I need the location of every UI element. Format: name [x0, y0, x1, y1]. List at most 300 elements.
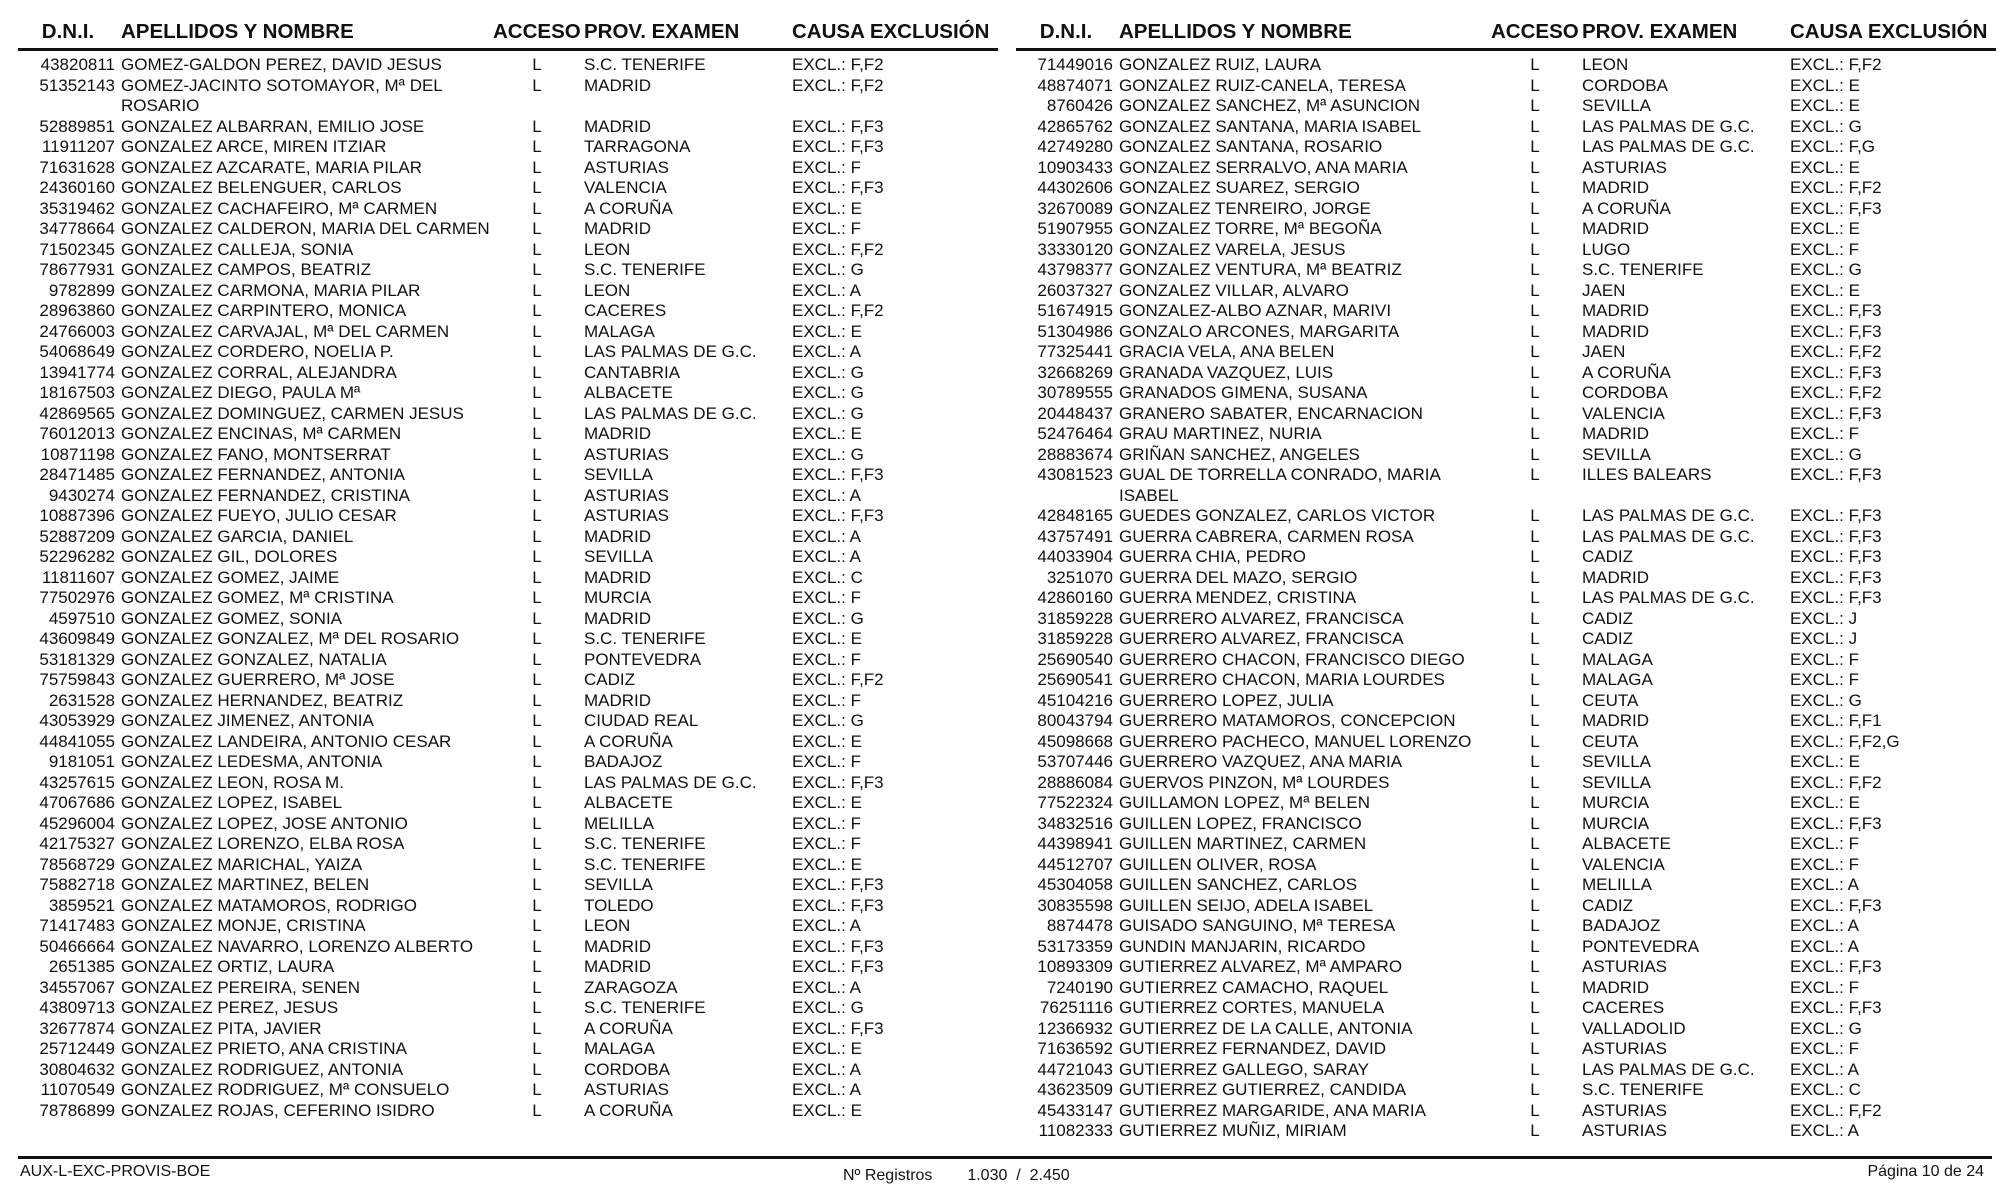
causa-cell: EXCL.: F,F3 [1790, 301, 1882, 320]
acceso-cell: L [532, 916, 542, 935]
acceso-cell: L [532, 977, 542, 997]
causa-cell: EXCL.: F [1790, 977, 1859, 997]
table-row [18, 1080, 998, 1101]
name-cell: GUEDES GONZALEZ, CARLOS VICTOR [1119, 506, 1436, 525]
name-cell: GONZALEZ GUERRERO, Mª JOSE [121, 670, 395, 689]
prov-cell: ASTURIAS [584, 1080, 670, 1099]
table-row [18, 568, 998, 589]
acceso-cell: L [1530, 608, 1540, 628]
acceso-cell: L [532, 1039, 542, 1058]
causa-cell: EXCL.: F,F3 [792, 116, 884, 136]
table-row [18, 158, 998, 179]
table-row [18, 465, 998, 486]
dni-cell: 42749280 [1037, 137, 1113, 156]
prov-cell: ASTURIAS [584, 157, 670, 177]
acceso-cell: L [532, 362, 542, 382]
acceso-cell: L [532, 588, 542, 607]
prov-cell: S.C. TENERIFE [584, 629, 706, 648]
acceso-cell: L [532, 1059, 542, 1079]
left-column [18, 18, 998, 1121]
dni-cell: 11082333 [1038, 1121, 1113, 1140]
acceso-cell: L [1530, 547, 1540, 566]
causa-cell: EXCL.: G [1790, 690, 1862, 710]
table-row [1016, 1019, 1996, 1040]
table-row [1016, 834, 1996, 855]
dni-cell: 51304986 [1037, 321, 1113, 341]
causa-cell: EXCL.: F,F3 [1790, 813, 1882, 833]
table-row [18, 281, 998, 302]
causa-cell: EXCL.: F [792, 834, 861, 853]
acceso-cell: L [1530, 444, 1540, 464]
name-cell: GUAL DE TORRELLA CONRADO, MARIA ISABEL [1119, 465, 1440, 505]
name-cell: GONZALEZ GONZALEZ, NATALIA [121, 649, 387, 669]
causa-cell: EXCL.: F,F3 [1790, 465, 1882, 484]
table-row [1016, 670, 1996, 691]
table-row [1016, 1121, 1996, 1142]
causa-cell: EXCL.: F,F3 [1790, 362, 1882, 382]
dni-cell: 71449016 [1037, 55, 1113, 74]
name-cell: GONZALEZ ENCINAS, Mª CARMEN [121, 424, 402, 443]
table-row [1016, 342, 1996, 363]
acceso-cell: L [532, 1100, 542, 1120]
dni-cell: 2631528 [48, 690, 115, 710]
dni-cell: 28471485 [39, 465, 115, 484]
prov-cell: ASTURIAS [584, 485, 670, 505]
table-row [18, 178, 998, 199]
table-row [18, 998, 998, 1019]
acceso-cell: L [532, 998, 542, 1017]
causa-cell: EXCL.: F,F2 [1790, 1100, 1882, 1120]
table-row [1016, 732, 1996, 753]
prov-cell: PONTEVEDRA [584, 649, 702, 669]
prov-cell: CADIZ [1582, 629, 1633, 648]
table-row [1016, 547, 1996, 568]
table-row [18, 896, 998, 917]
prov-cell: S.C. TENERIFE [584, 834, 706, 853]
causa-cell: EXCL.: F,F1 [1790, 711, 1882, 730]
causa-cell: EXCL.: G [792, 998, 864, 1017]
dni-cell: 43609849 [39, 629, 115, 648]
causa-cell: EXCL.: F,F2,G [1790, 731, 1900, 751]
prov-cell: MADRID [1582, 219, 1650, 238]
name-cell: GUTIERREZ CAMACHO, RAQUEL [1119, 977, 1389, 997]
name-cell: GONZALEZ DOMINGUEZ, CARMEN JESUS [121, 403, 464, 423]
causa-cell: EXCL.: E [1790, 219, 1860, 238]
causa-cell: EXCL.: F,F3 [792, 772, 884, 792]
registros-value: 1.030 / 2.450 [967, 1167, 1070, 1184]
acceso-cell: L [1530, 731, 1540, 751]
causa-cell: EXCL.: F,F2 [792, 75, 884, 95]
dni-cell: 78677931 [39, 260, 115, 279]
dni-cell: 42865762 [1037, 116, 1113, 136]
dni-cell: 32670089 [1037, 198, 1113, 218]
dni-cell: 13941774 [39, 362, 115, 382]
causa-cell: EXCL.: F [1790, 239, 1859, 259]
dni-cell: 44721043 [1037, 1059, 1113, 1079]
acceso-cell: L [532, 465, 542, 484]
causa-cell: EXCL.: F,F3 [1790, 403, 1882, 423]
dni-cell: 42175327 [39, 834, 115, 853]
causa-cell: EXCL.: G [792, 444, 864, 464]
prov-cell: LEON [584, 280, 631, 300]
dni-cell: 75759843 [39, 670, 115, 689]
acceso-cell: L [532, 157, 542, 177]
dni-cell: 3251070 [1046, 567, 1113, 587]
acceso-cell: L [532, 936, 542, 956]
name-cell: GONZALEZ VILLAR, ALVARO [1119, 280, 1349, 300]
prov-cell: LAS PALMAS DE G.C. [584, 342, 757, 361]
table-row [1016, 404, 1996, 425]
dni-cell: 52476464 [1037, 424, 1113, 443]
table-row [18, 117, 998, 138]
causa-cell: EXCL.: F [792, 157, 861, 177]
name-cell: GONZALEZ RODRIGUEZ, Mª CONSUELO [121, 1080, 450, 1099]
prov-cell: LAS PALMAS DE G.C. [1582, 116, 1755, 136]
prov-cell: MURCIA [584, 588, 652, 607]
name-cell: GUTIERREZ GUTIERREZ, CANDIDA [1119, 1080, 1407, 1099]
causa-cell: EXCL.: F,G [1790, 137, 1876, 156]
acceso-cell: L [1530, 157, 1540, 177]
prov-cell: ALBACETE [1582, 834, 1671, 853]
dni-cell: 44512707 [1037, 854, 1113, 874]
table-row [1016, 322, 1996, 343]
prov-cell: A CORUÑA [584, 1018, 673, 1038]
acceso-cell: L [532, 629, 542, 648]
dni-cell: 25712449 [39, 1039, 115, 1058]
name-cell: GUILLEN LOPEZ, FRANCISCO [1119, 813, 1362, 833]
table-row [1016, 260, 1996, 281]
name-cell: GONZALEZ RODRIGUEZ, ANTONIA [121, 1059, 404, 1079]
acceso-cell: L [532, 670, 542, 689]
acceso-cell: L [1530, 998, 1540, 1017]
prov-cell: MALAGA [1582, 670, 1653, 689]
table-row [18, 814, 998, 835]
dni-cell: 34832516 [1037, 813, 1113, 833]
acceso-cell: L [532, 383, 542, 402]
dni-cell: 32668269 [1037, 362, 1113, 382]
prov-cell: S.C. TENERIFE [584, 260, 706, 279]
dni-cell: 33330120 [1037, 239, 1113, 259]
dni-cell: 44398941 [1037, 834, 1113, 853]
causa-cell: EXCL.: F,F3 [792, 465, 884, 484]
name-cell: GONZALEZ GOMEZ, JAIME [121, 567, 340, 587]
name-cell: GONZALEZ SANTANA, ROSARIO [1119, 137, 1383, 156]
acceso-cell: L [1530, 55, 1540, 74]
acceso-cell: L [1530, 362, 1540, 382]
left-table-body [18, 55, 998, 1121]
dni-cell: 43757491 [1037, 526, 1113, 546]
acceso-cell: L [1530, 793, 1540, 812]
dni-cell: 43623509 [1037, 1080, 1113, 1099]
causa-cell: EXCL.: A [792, 977, 861, 997]
prov-cell: ASTURIAS [1582, 957, 1668, 976]
name-cell: GONZALEZ MONJE, CRISTINA [121, 916, 366, 935]
table-row [1016, 424, 1996, 445]
dni-cell: 71417483 [39, 916, 115, 935]
acceso-cell: L [532, 321, 542, 341]
prov-cell: ASTURIAS [1582, 1039, 1668, 1058]
acceso-cell: L [532, 567, 542, 587]
table-row [18, 342, 998, 363]
name-cell: GONZALEZ BELENGUER, CARLOS [121, 178, 402, 197]
table-row [18, 691, 998, 712]
prov-cell: MADRID [584, 526, 652, 546]
header-causa: CAUSA EXCLUSIÓN [1790, 20, 1988, 43]
prov-cell: A CORUÑA [584, 731, 673, 751]
prov-cell: MADRID [584, 690, 652, 710]
table-row [1016, 158, 1996, 179]
acceso-cell: L [1530, 1100, 1540, 1120]
prov-cell: SEVILLA [1582, 772, 1651, 792]
dni-cell: 28886084 [1037, 772, 1113, 792]
table-row [1016, 814, 1996, 835]
dni-cell: 4597510 [48, 608, 115, 628]
dni-cell: 45098668 [1037, 731, 1113, 751]
table-row [1016, 691, 1996, 712]
causa-cell: EXCL.: E [792, 198, 862, 218]
table-row [1016, 55, 1996, 76]
table-row [18, 137, 998, 158]
name-cell: GUTIERREZ MARGARIDE, ANA MARIA [1119, 1100, 1426, 1120]
table-row [1016, 937, 1996, 958]
table-row [1016, 588, 1996, 609]
causa-cell: EXCL.: G [1790, 444, 1862, 464]
acceso-cell: L [1530, 834, 1540, 853]
acceso-cell: L [1530, 465, 1540, 484]
prov-cell: MADRID [584, 567, 652, 587]
table-row [1016, 916, 1996, 937]
acceso-cell: L [1530, 567, 1540, 587]
dni-cell: 11911207 [41, 137, 115, 156]
name-cell: GRACIA VELA, ANA BELEN [1119, 342, 1335, 361]
causa-cell: EXCL.: F,F3 [1790, 567, 1882, 587]
acceso-cell: L [1530, 875, 1540, 894]
table-row [18, 1060, 998, 1081]
name-cell: GONZALEZ SANCHEZ, Mª ASUNCION [1119, 96, 1420, 115]
name-cell: GRANERO SABATER, ENCARNACION [1119, 403, 1423, 423]
prov-cell: SEVILLA [584, 875, 653, 894]
dni-cell: 50466664 [39, 936, 115, 956]
table-row [1016, 978, 1996, 999]
acceso-cell: L [1530, 424, 1540, 443]
causa-cell: EXCL.: A [792, 485, 861, 505]
table-row [18, 199, 998, 220]
causa-cell: EXCL.: F,F2 [1790, 342, 1882, 361]
acceso-cell: L [1530, 588, 1540, 607]
table-row [18, 322, 998, 343]
dni-cell: 43820811 [40, 55, 115, 74]
table-row [1016, 1101, 1996, 1122]
document-code: AUX-L-EXC-PROVIS-BOE [20, 1163, 211, 1180]
name-cell: GUILLEN OLIVER, ROSA [1119, 854, 1317, 874]
causa-cell: EXCL.: E [792, 424, 862, 443]
causa-cell: EXCL.: F,F3 [1790, 998, 1882, 1017]
causa-cell: EXCL.: F,F3 [792, 506, 884, 525]
name-cell: GONZALEZ LORENZO, ELBA ROSA [121, 834, 405, 853]
name-cell: GONZALEZ CORDERO, NOELIA P. [121, 342, 394, 361]
table-row [18, 486, 998, 507]
name-cell: GONZALEZ FANO, MONTSERRAT [121, 444, 391, 464]
dni-cell: 26037327 [1037, 280, 1113, 300]
dni-cell: 25690541 [1037, 670, 1113, 689]
acceso-cell: L [1530, 1121, 1540, 1140]
acceso-cell: L [532, 55, 542, 74]
dni-cell: 53181329 [39, 649, 115, 669]
name-cell: GONZALEZ HERNANDEZ, BEATRIZ [121, 690, 404, 710]
dni-cell: 42848165 [1037, 506, 1113, 525]
prov-cell: MURCIA [1582, 793, 1650, 812]
prov-cell: SEVILLA [1582, 752, 1651, 771]
page-footer [18, 1156, 1992, 1184]
prov-cell: LAS PALMAS DE G.C. [1582, 506, 1755, 525]
name-cell: GONZALEZ LEON, ROSA M. [121, 772, 344, 792]
acceso-cell: L [532, 137, 542, 156]
table-row [1016, 998, 1996, 1019]
acceso-cell: L [1530, 96, 1540, 115]
causa-cell: EXCL.: F [1790, 424, 1859, 443]
name-cell: GUERRERO MATAMOROS, CONCEPCION [1119, 711, 1456, 730]
prov-cell: ALBACETE [584, 383, 673, 402]
causa-cell: EXCL.: E [792, 321, 862, 341]
acceso-cell: L [1530, 649, 1540, 669]
dni-cell: 25690540 [1037, 649, 1113, 669]
dni-cell: 71636592 [1037, 1039, 1113, 1058]
acceso-cell: L [532, 711, 542, 730]
acceso-cell: L [1530, 895, 1540, 915]
name-cell: GONZALEZ CARMONA, MARIA PILAR [121, 280, 421, 300]
table-row [1016, 219, 1996, 240]
name-cell: GONZALEZ GONZALEZ, Mª DEL ROSARIO [121, 629, 460, 648]
dni-cell: 76012013 [39, 424, 115, 443]
prov-cell: SEVILLA [1582, 96, 1651, 115]
causa-cell: EXCL.: F,F3 [792, 178, 884, 197]
table-row [1016, 896, 1996, 917]
name-cell: GRANADA VAZQUEZ, LUIS [1119, 362, 1334, 382]
table-row [1016, 1080, 1996, 1101]
dni-cell: 34557067 [39, 977, 115, 997]
table-row [18, 1039, 998, 1060]
prov-cell: MADRID [1582, 977, 1650, 997]
causa-cell: EXCL.: A [1790, 1059, 1859, 1079]
table-header [18, 18, 998, 51]
prov-cell: MADRID [584, 957, 652, 976]
dni-cell: 35319462 [39, 198, 115, 218]
name-cell: GONZALEZ VARELA, JESUS [1119, 239, 1346, 259]
name-cell: GUNDIN MANJARIN, RICARDO [1119, 936, 1366, 956]
acceso-cell: L [532, 280, 542, 300]
causa-cell: EXCL.: E [1790, 752, 1860, 771]
prov-cell: ZARAGOZA [584, 977, 678, 997]
prov-cell: SEVILLA [584, 465, 653, 484]
table-row [18, 219, 998, 240]
prov-cell: BADAJOZ [1582, 916, 1661, 935]
table-row [1016, 445, 1996, 466]
acceso-cell: L [1530, 301, 1540, 320]
table-row [18, 1019, 998, 1040]
table-row [18, 547, 998, 568]
table-row [1016, 199, 1996, 220]
table-row [18, 588, 998, 609]
name-cell: GUERRERO ALVAREZ, FRANCISCA [1119, 629, 1404, 648]
dni-cell: 18167503 [39, 383, 115, 402]
acceso-cell: L [532, 731, 542, 751]
table-row [1016, 506, 1996, 527]
causa-cell: EXCL.: F,F3 [1790, 526, 1882, 546]
name-cell: GUTIERREZ DE LA CALLE, ANTONIA [1119, 1018, 1413, 1038]
header-prov: PROV. EXAMEN [1582, 20, 1738, 43]
table-row [18, 650, 998, 671]
header-dni: D.N.I. [41, 20, 95, 43]
causa-cell: EXCL.: F,F2 [792, 55, 884, 74]
prov-cell: CADIZ [1582, 895, 1633, 915]
dni-cell: 76251116 [1039, 998, 1113, 1017]
causa-cell: EXCL.: A [792, 342, 861, 361]
causa-cell: EXCL.: F,F3 [1790, 321, 1882, 341]
causa-cell: EXCL.: E [792, 854, 862, 874]
header-dni: D.N.I. [1039, 20, 1093, 43]
causa-cell: EXCL.: F,F3 [1790, 547, 1882, 566]
table-row [18, 711, 998, 732]
dni-cell: 45296004 [39, 813, 115, 833]
prov-cell: LAS PALMAS DE G.C. [1582, 588, 1755, 607]
table-row [18, 363, 998, 384]
acceso-cell: L [1530, 977, 1540, 997]
dni-cell: 77522324 [1037, 793, 1113, 812]
name-cell: GONZALEZ RUIZ-CANELA, TERESA [1119, 75, 1406, 95]
dni-cell: 71631628 [39, 157, 115, 177]
header-acceso: ACCESO [493, 20, 581, 43]
prov-cell: SEVILLA [584, 547, 653, 566]
dni-cell: 28883674 [1037, 444, 1113, 464]
acceso-cell: L [1530, 260, 1540, 279]
table-row [1016, 527, 1996, 548]
dni-cell: 8874478 [1046, 916, 1113, 935]
prov-cell: JAEN [1582, 280, 1626, 300]
table-row [18, 732, 998, 753]
dni-cell: 44841055 [39, 731, 115, 751]
table-row [18, 527, 998, 548]
name-cell: GRANADOS GIMENA, SUSANA [1119, 383, 1368, 402]
name-cell: GONZALEZ DIEGO, PAULA Mª [121, 383, 361, 402]
prov-cell: PONTEVEDRA [1582, 936, 1700, 956]
acceso-cell: L [1530, 280, 1540, 300]
causa-cell: EXCL.: F [792, 752, 861, 771]
acceso-cell: L [532, 260, 542, 279]
prov-cell: LEON [584, 239, 631, 259]
dni-cell: 77325441 [1037, 342, 1113, 361]
causa-cell: EXCL.: G [792, 403, 864, 423]
causa-cell: EXCL.: A [792, 1080, 861, 1099]
name-cell: GONZALEZ CARPINTERO, MONICA [121, 301, 407, 320]
registros-count [843, 1167, 1070, 1185]
acceso-cell: L [1530, 178, 1540, 197]
causa-cell: EXCL.: G [1790, 260, 1862, 279]
prov-cell: MADRID [584, 608, 652, 628]
prov-cell: VALENCIA [584, 178, 667, 197]
causa-cell: EXCL.: F,F3 [1790, 506, 1882, 525]
causa-cell: EXCL.: F,F2 [792, 301, 884, 320]
acceso-cell: L [532, 403, 542, 423]
header-name: APELLIDOS Y NOMBRE [121, 20, 354, 43]
name-cell: GONZALEZ CALLEJA, SONIA [121, 239, 354, 259]
name-cell: GONZALEZ LEDESMA, ANTONIA [121, 752, 383, 771]
name-cell: GONZALEZ ARCE, MIREN ITZIAR [121, 137, 387, 156]
name-cell: GONZALEZ ALBARRAN, EMILIO JOSE [121, 116, 425, 136]
causa-cell: EXCL.: E [792, 1039, 862, 1058]
table-row [18, 752, 998, 773]
dni-cell: 78568729 [39, 854, 115, 874]
table-row [18, 773, 998, 794]
